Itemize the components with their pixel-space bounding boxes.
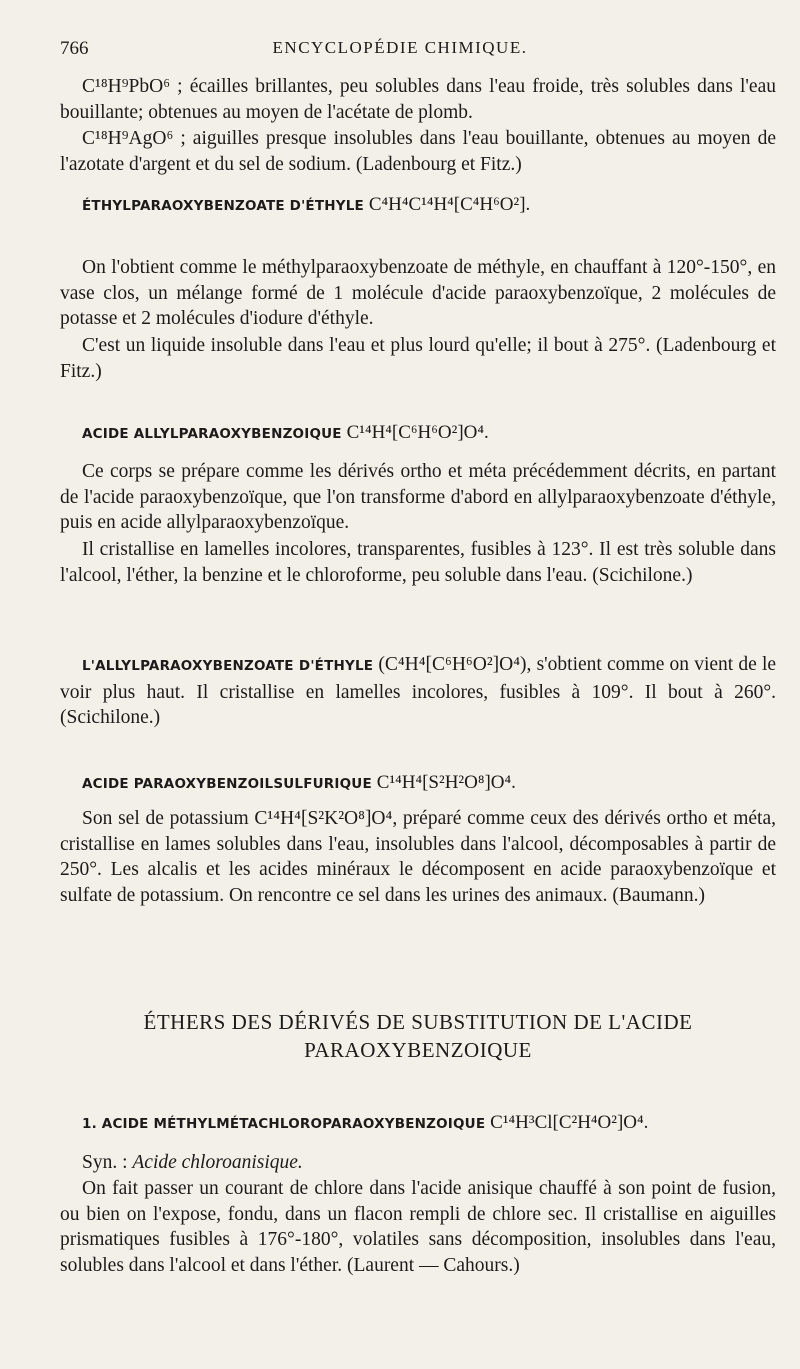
section-title-line-1: ÉTHERS DES DÉRIVÉS DE SUBSTITUTION DE L'ACIDE — [143, 1010, 693, 1034]
heading-sulfuric-acid-formula: C¹⁴H⁴[S²H²O⁸]O⁴. — [376, 772, 516, 793]
section-title — [60, 1008, 776, 1064]
page-number: 766 — [60, 38, 89, 59]
page-header — [60, 38, 740, 62]
paragraph-ethyl-props — [60, 333, 776, 384]
paragraph-silver-salt-text: C¹⁸H⁹AgO⁶ ; aiguilles presque insolubles dans l'eau bouillante, obtenues au moyen de l'azotate d'argent et du sel de sodium. (Ladenbourg et Fitz.) — [60, 128, 776, 175]
paragraph-allyl-ethyl-ester-text: (C⁴H⁴[C⁶H⁶O²]O⁴), s'obtient comme on vient de le voir plus haut. Il cristallise en lamelles incolores, fusibles à 109°. Il bout à 260°. (Scichilone.) — [60, 654, 777, 728]
paragraph-allyl-prep-text: Ce corps se prépare comme les dérivés ortho et méta précédemment décrits, en partant de l'acide paraoxybenzoïque, que l'on transforme d'abord en allylparaoxybenzoate d'éthyle, puis en acide allylparaoxybenzoïque. — [60, 461, 776, 533]
paragraph-potassium-salt — [60, 806, 776, 908]
paragraph-potassium-salt-text: Son sel de potassium C¹⁴H⁴[S²K²O⁸]O⁴, préparé comme ceux des dérivés ortho et méta, cristallise en lames solubles dans l'eau, insolubles dans l'alcool, décomposables à partir de 250°. Les alcalis et les acides minéraux le décomposent en acide paraoxybenzoïque et sulfate de potassium. On rencontre ce sel dans les urines des animaux. (Baumann.) — [60, 808, 776, 906]
heading-ethyl-ester-formula: C⁴H⁴C¹⁴H⁴[C⁴H⁶O²]. — [368, 194, 531, 215]
synonym-prefix: Syn. : — [82, 1152, 128, 1173]
paragraph-ethyl-prep-text: On l'obtient comme le méthylparaoxybenzoate de méthyle, en chauffant à 120°-150°, en vase clos, un mélange formé de 1 molécule d'acide paraoxybenzoïque, 2 molécules de potasse et 2 molécules d'iodure d'éthyle. — [60, 257, 776, 329]
heading-chloro-acid-label: ACIDE MÉTHYLMÉTACHLOROPARAOXYBENZOIQUE — [101, 1116, 486, 1132]
paragraph-chloro-prep — [60, 1176, 776, 1278]
paragraph-ethyl-prep — [60, 255, 776, 332]
heading-chloro-acid-number: 1. — [82, 1116, 97, 1132]
heading-chloro-acid-formula: C¹⁴H³Cl[C²H⁴O²]O⁴. — [490, 1112, 649, 1133]
synonym-name: Acide chloroanisique. — [132, 1152, 303, 1173]
section-title-line-2: PARAOXYBENZOIQUE — [304, 1038, 532, 1062]
heading-ethyl-ester-label: ÉTHYLPARAOXYBENZOATE D'ÉTHYLE — [82, 198, 364, 214]
running-title: ENCYCLOPÉDIE CHIMIQUE. — [272, 38, 528, 57]
paragraph-silver-salt — [60, 126, 776, 177]
heading-sulfuric-acid — [60, 770, 776, 798]
paragraph-chloro-prep-text: On fait passer un courant de chlore dans l'acide anisique chauffé à son point de fusion, ou bien on l'expose, fondu, dans un flacon rempli de chlore sec. Il cristallise en aiguilles prismatiques fusibles à 176°-180°, volatiles sans décomposition, insolubles dans l'eau, solubles dans l'alcool et dans l'éther. (Laurent — Cahours.) — [60, 1178, 776, 1276]
heading-ethyl-ester — [60, 192, 776, 220]
heading-chloro-acid — [60, 1110, 776, 1138]
paragraph-allyl-ethyl-ester — [60, 652, 776, 731]
paragraph-ethyl-props-text: C'est un liquide insoluble dans l'eau et plus lourd qu'elle; il bout à 275°. (Ladenbourg et Fitz.) — [60, 335, 776, 382]
paragraph-allyl-prep — [60, 459, 776, 536]
heading-allyl-acid-label: ACIDE ALLYLPARAOXYBENZOIQUE — [82, 426, 342, 442]
heading-allyl-ethyl-ester-label: L'ALLYLPARAOXYBENZOATE D'ÉTHYLE — [82, 658, 374, 674]
paragraph-synonym — [60, 1150, 776, 1176]
paragraph-allyl-props-text: Il cristallise en lamelles incolores, transparentes, fusibles à 123°. Il est très soluble dans l'alcool, l'éther, la benzine et le chloroforme, peu soluble dans l'eau. (Scichilone.) — [60, 539, 776, 586]
heading-sulfuric-acid-label: ACIDE PARAOXYBENZOILSULFURIQUE — [82, 776, 372, 792]
heading-allyl-acid-formula: C¹⁴H⁴[C⁶H⁶O²]O⁴. — [346, 422, 489, 443]
paragraph-lead-salt-text: C¹⁸H⁹PbO⁶ ; écailles brillantes, peu solubles dans l'eau froide, très solubles dans l'eau bouillante; obtenues au moyen de l'acétate de plomb. — [60, 76, 776, 123]
heading-allyl-acid — [60, 420, 776, 448]
paragraph-lead-salt — [60, 74, 776, 125]
paragraph-allyl-props — [60, 537, 776, 588]
